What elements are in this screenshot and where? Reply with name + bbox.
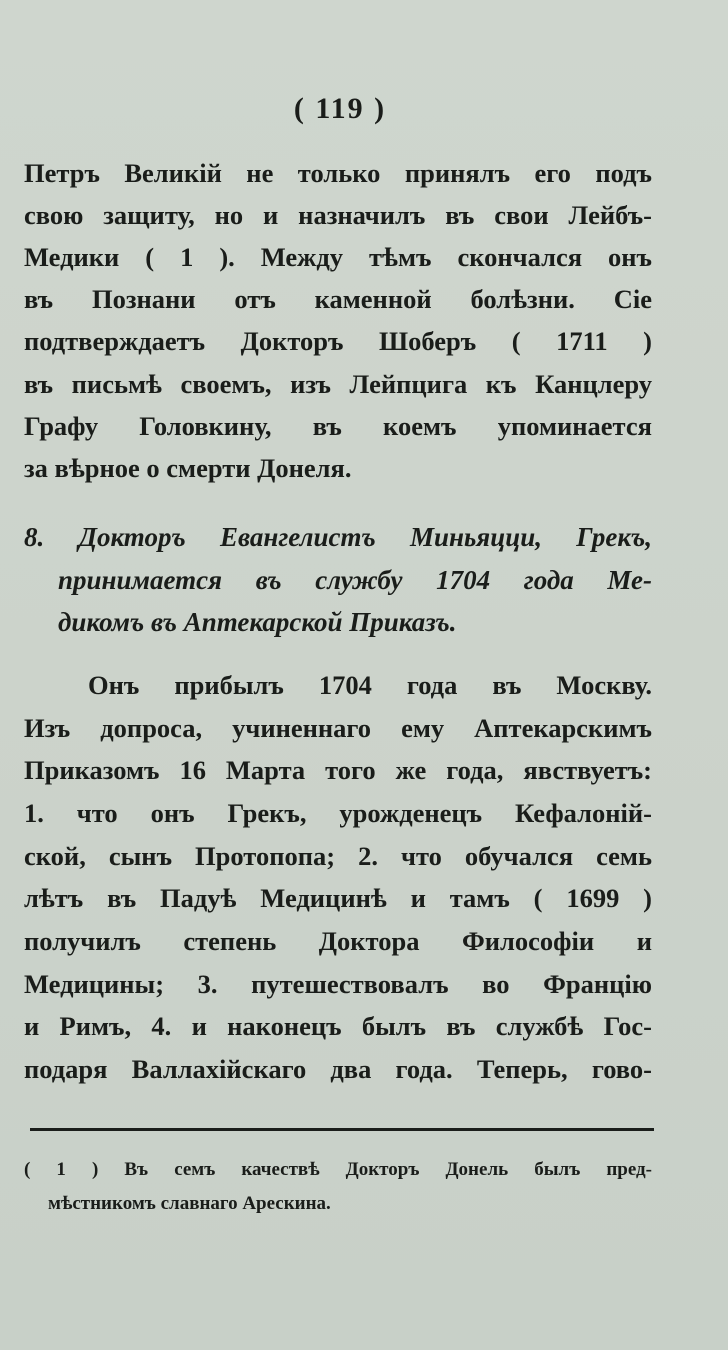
page-number: ( 119 ) [293, 92, 387, 125]
text-line: свою защиту, но и назначилъ въ свои Лейбъ- [24, 200, 652, 230]
text-line: Приказомъ 16 Марта того же года, явствуетъ: [24, 755, 652, 785]
text-line: подтверждаетъ Докторъ Шоберъ ( 1711 ) [24, 326, 652, 356]
heading-line: принимается въ службу 1704 года Ме- [58, 565, 652, 595]
footnote-line: мѣстникомъ славнаго Арескина. [48, 1193, 331, 1214]
text-line: 1. что онъ Грекъ, урожденецъ Кефалоній- [24, 798, 652, 828]
text-line: лѣтъ въ Падуѣ Медицинѣ и тамъ ( 1699 ) [24, 883, 652, 913]
heading-line: дикомъ въ Аптекарской Приказъ. [58, 607, 457, 637]
text-line: и Римъ, 4. и наконецъ былъ въ службѣ Гос- [24, 1011, 652, 1041]
text-line: Медики ( 1 ). Между тѣмъ скончался онъ [24, 242, 652, 272]
text-line: ской, сынъ Протопопа; 2. что обучался семь [24, 841, 652, 871]
footnote-line: ( 1 ) Въ семъ качествѣ Докторъ Донель былъ пред- [24, 1159, 652, 1180]
text-line: за вѣрное о смерти Донеля. [24, 453, 352, 483]
text-line: Онъ прибылъ 1704 года въ Москву. [88, 670, 652, 700]
text-line: Петръ Великій не только принялъ его подъ [24, 158, 652, 188]
text-line: въ письмѣ своемъ, изъ Лейпцига къ Канцлеру [24, 369, 652, 399]
text-line: Медицины; 3. путешествовалъ во Францію [24, 969, 652, 999]
text-line: подаря Валлахійскаго два года. Теперь, гово- [24, 1054, 652, 1084]
text-line: Изъ допроса, учиненнаго ему Аптекарскимъ [24, 713, 652, 743]
footnote-separator-rule [30, 1128, 654, 1131]
text-line: въ Познани отъ каменной болѣзни. Сіе [24, 284, 652, 314]
text-line: Графу Головкину, въ коемъ упоминается [24, 411, 652, 441]
text-line: получилъ степень Доктора Философіи и [24, 926, 652, 956]
heading-line: 8. Докторъ Евангелистъ Миньяцци, Грекъ, [24, 522, 652, 552]
